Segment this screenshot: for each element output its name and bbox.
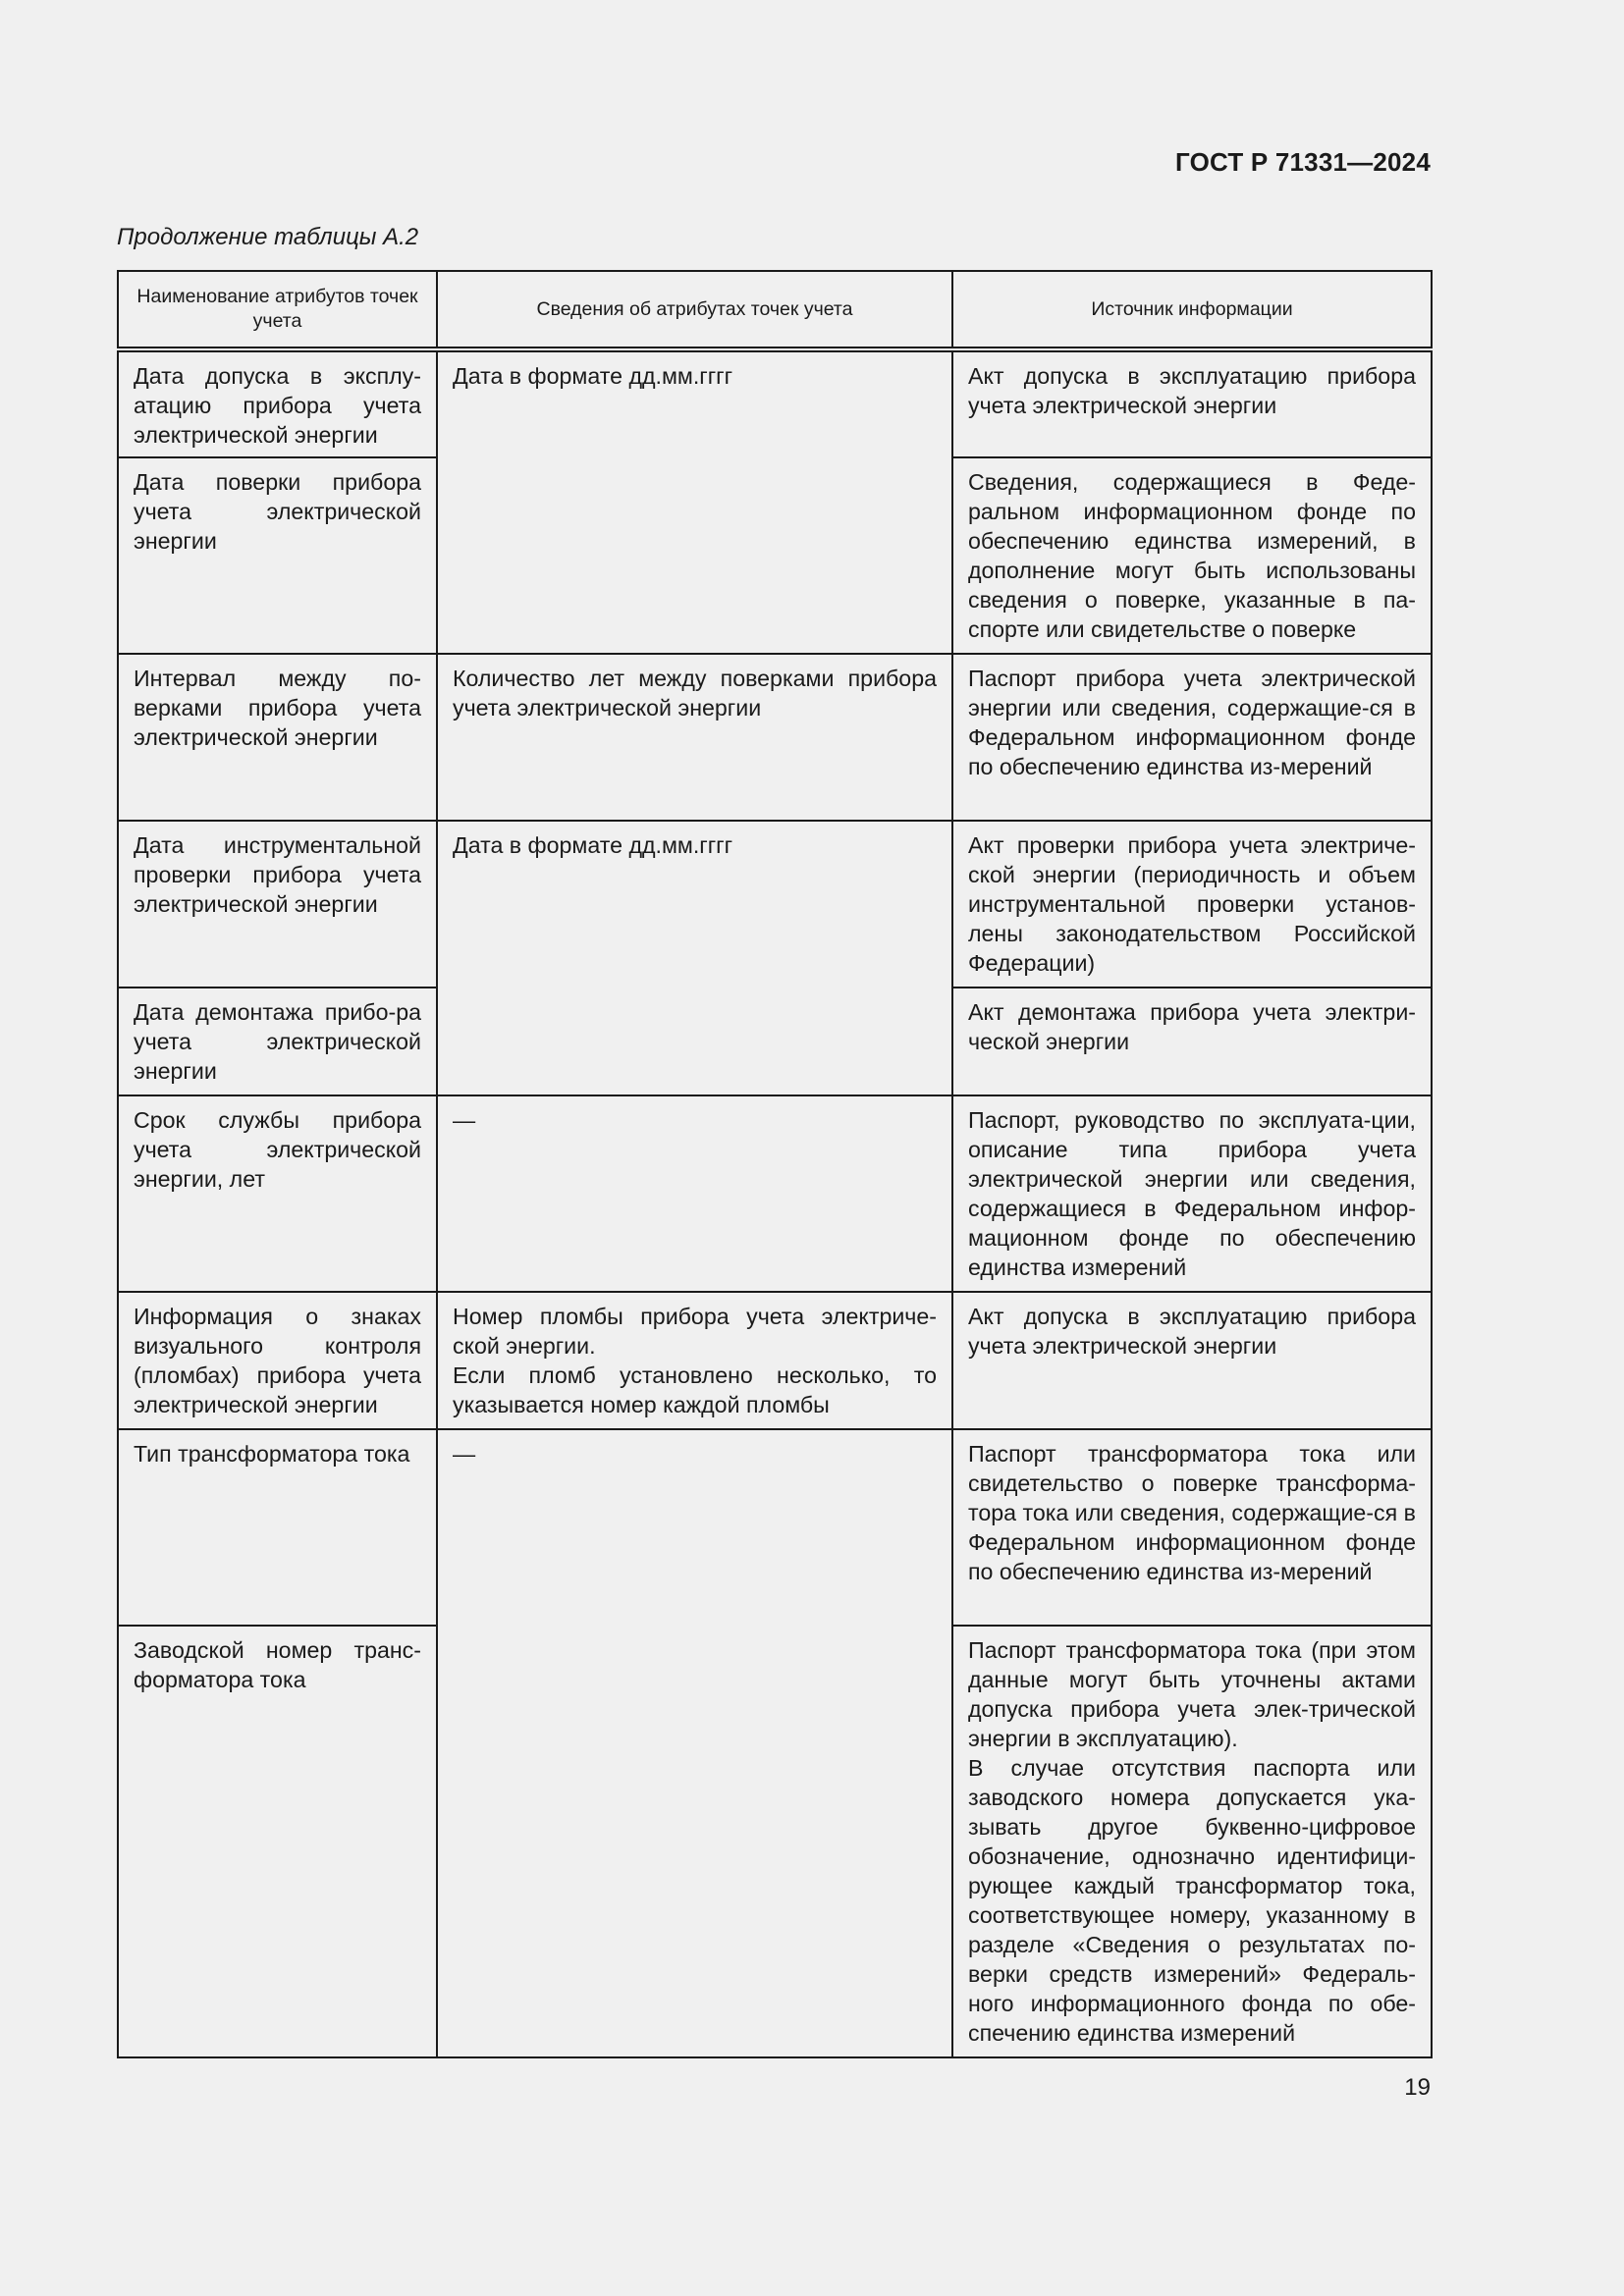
attribute-source-cell: Акт допуска в эксплуатацию прибора учета электрической энергии xyxy=(952,349,1432,457)
attribute-info-cell xyxy=(437,1292,952,1429)
attribute-name-cell: Дата допуска в эксплу-атацию прибора учета электрической энергии xyxy=(118,349,437,457)
table-row xyxy=(118,821,1432,988)
attribute-source-cell: Сведения, содержащиеся в Феде-ральном информационном фонде по обеспечению единства измерений, в дополнение могут быть использованы сведения о поверке, указанные в па-спорте или свидетельстве о поверке xyxy=(952,457,1432,654)
attribute-source-cell: Акт демонтажа прибора учета электри-ческой энергии xyxy=(952,988,1432,1095)
column-header-info: Сведения об атрибутах точек учета xyxy=(437,271,952,349)
document-code: ГОСТ Р 71331—2024 xyxy=(1175,147,1431,177)
attribute-name-cell: Заводской номер транс-форматора тока xyxy=(118,1626,437,2057)
attribute-source-cell xyxy=(952,1626,1432,2057)
attribute-info-cell: — xyxy=(437,1429,952,2057)
attribute-info-cell: Дата в формате дд.мм.гггг xyxy=(437,821,952,1095)
attribute-source-cell: Акт проверки прибора учета электриче-ской энергии (периодичность и объем инструментальной проверки установ-лены законодательством Российской Федерации) xyxy=(952,821,1432,988)
attribute-name-cell: Дата инструментальной проверки прибора учета электрической энергии xyxy=(118,821,437,988)
attribute-info-cell: Количество лет между поверками прибора учета электрической энергии xyxy=(437,654,952,821)
attribute-name-cell: Информация о знаках визуального контроля (пломбах) прибора учета электрической энергии xyxy=(118,1292,437,1429)
attribute-name-cell: Срок службы прибора учета электрической энергии, лет xyxy=(118,1095,437,1292)
source-paragraph: В случае отсутствия паспорта или заводского номера допускается ука-зывать другое буквенно-цифровое обозначение, однозначно идентифици-рующее каждый трансформатор тока, соответствующее номеру, указанному в разделе «Сведения о результатах по-верки средств измерений» Федераль-ного информационного фонда по обе-спечению единства измерений xyxy=(968,1755,1416,2046)
attribute-name-cell: Дата демонтажа прибо-ра учета электрической энергии xyxy=(118,988,437,1095)
attribute-name-cell: Тип трансформатора тока xyxy=(118,1429,437,1626)
attribute-source-cell: Паспорт, руководство по эксплуата-ции, описание типа прибора учета электрической энергии или сведения, содержащиеся в Федеральном инфор-мационном фонде по обеспечению единства измерений xyxy=(952,1095,1432,1292)
column-header-name: Наименование атрибутов точек учета xyxy=(118,271,437,349)
source-paragraph: Паспорт трансформатора тока (при этом данные могут быть уточнены актами допуска прибора учета элек-трической энергии в эксплуатацию). xyxy=(968,1637,1416,1751)
table-header-row xyxy=(118,271,1432,349)
info-paragraph: Если пломб установлено несколько, то указывается номер каждой пломбы xyxy=(453,1362,937,1417)
table-row xyxy=(118,349,1432,457)
info-paragraph: Номер пломбы прибора учета электриче-ской энергии. xyxy=(453,1304,937,1359)
table-row xyxy=(118,654,1432,821)
attribute-info-cell: — xyxy=(437,1095,952,1292)
attribute-name-cell: Дата поверки прибора учета электрической энергии xyxy=(118,457,437,654)
page-number: 19 xyxy=(1404,2074,1431,2101)
attributes-table xyxy=(117,270,1433,2058)
attribute-source-cell: Паспорт прибора учета электрической энергии или сведения, содержащие-ся в Федеральном информационном фонде по обеспечению единства из-мерений xyxy=(952,654,1432,821)
attribute-info-cell: Дата в формате дд.мм.гггг xyxy=(437,349,952,654)
attribute-source-cell: Акт допуска в эксплуатацию прибора учета электрической энергии xyxy=(952,1292,1432,1429)
attribute-source-cell: Паспорт трансформатора тока или свидетельство о поверке трансформа-тора тока или сведения, содержащие-ся в Федеральном информационном фонде по обеспечению единства из-мерений xyxy=(952,1429,1432,1626)
table-row xyxy=(118,1429,1432,1626)
table-row xyxy=(118,1095,1432,1292)
table-row xyxy=(118,1292,1432,1429)
table-caption: Продолжение таблицы А.2 xyxy=(117,224,419,250)
attribute-name-cell: Интервал между по-верками прибора учета электрической энергии xyxy=(118,654,437,821)
column-header-source: Источник информации xyxy=(952,271,1432,349)
